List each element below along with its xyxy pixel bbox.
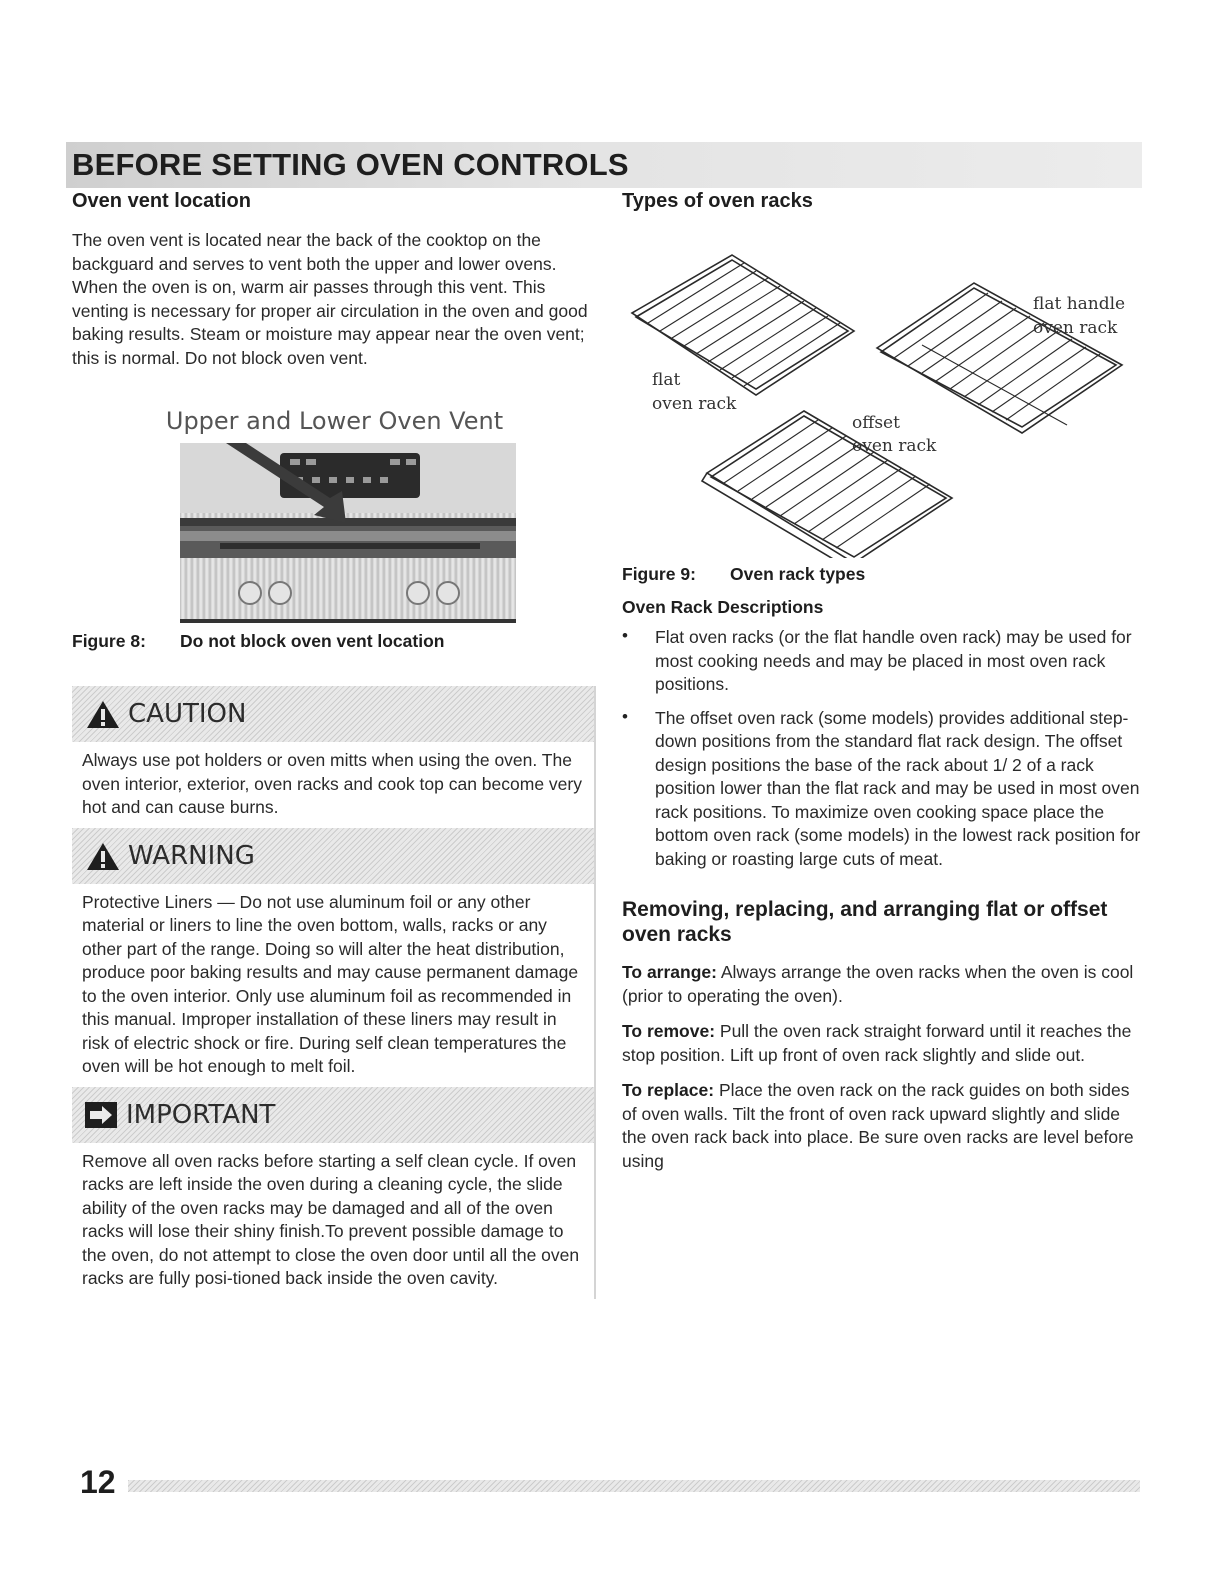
warning-bar [72,828,594,884]
left-column [72,190,597,1299]
arrange-lead: To arrange: [622,962,717,982]
figure-8-title: Upper and Lower Oven Vent [165,407,504,435]
oven-vent-heading: Oven vent location [72,190,251,212]
oven-vent-photo [180,443,516,623]
figure-8-number: Figure 8: [72,631,146,651]
caution-label: CAUTION [128,699,247,729]
arranging-racks-heading: Removing, replacing, and arranging flat or offset oven racks [622,898,1108,946]
warning-triangle-icon [86,699,120,729]
oven-rack-types-figure [622,213,1147,558]
figure-9-caption [622,564,1147,585]
label-offset: offset [852,413,900,433]
arrange-paragraph [622,961,1147,1008]
page-title: BEFORE SETTING OVEN CONTROLS [72,147,629,182]
oven-vent-intro: The oven vent is located near the back of the cooktop on the backguard and serves to vent both the upper and lower ovens. When the oven is on, warm air passes through this vent. This venting is necessary for proper air circulation in the oven and good baking results. Steam or moisture may appear near the oven vent; this is normal. Do not block oven vent. [72,230,588,368]
caution-text: Always use pot holders or oven mitts when using the oven. The oven interior, exterior, oven racks and cook top can become very hot and can cause burns. [82,750,582,817]
remove-paragraph [622,1020,1147,1067]
section-header-bar [66,142,1142,188]
important-box [72,1087,596,1299]
bullet-mark: • [622,626,628,645]
arrow-right-icon [84,1100,118,1130]
label-offset-oven-rack: oven rack [852,436,937,456]
warning-text: Protective Liners — Do not use aluminum foil or any other material or liners to line the oven bottom, walls, racks or any other part of the range. Doing so will alter the heat distribution, produce poor baking results and may cause permanent damage to the oven interior. Only use aluminum foil as recommended in this manual. Improper installation of these liners may result in risk of electric shock or fire. During self clean temperatures the oven will be hot enough to melt foil. [82,891,579,1076]
page-number: 12 [80,1464,116,1500]
bullet-mark: • [622,706,628,726]
important-bar [72,1087,594,1143]
rack-types-heading: Types of oven racks [622,190,813,212]
figure-9-text: Oven rack types [730,564,866,584]
rack-descriptions-heading: Oven Rack Descriptions [622,597,824,617]
remove-lead: To remove: [622,1021,716,1041]
warning-triangle-icon [86,841,120,871]
label-flat-handle-oven-rack: oven rack [1033,318,1118,338]
warning-box [72,828,596,1087]
figure-9-number: Figure 9: [622,564,696,584]
replace-lead: To replace: [622,1080,715,1100]
replace-paragraph [622,1079,1147,1173]
figure-8-caption [72,631,597,652]
remove-text: Pull the oven rack straight forward until it reaches the stop position. Lift up front of oven rack slightly and slide out. [622,1021,1132,1065]
list-item [622,626,1147,697]
important-text: Remove all oven racks before starting a self clean cycle. If oven racks are left inside the oven during a cleaning cycle, the slide ability of the oven racks may be damaged and all of the oven racks will lose their shiny finish.To prevent possible damage to the oven, do not attempt to close the oven door until all the oven racks are fully posi-tioned back inside the oven cavity. [82,1150,580,1288]
warning-label: WARNING [128,840,255,871]
label-flat-oven-rack: oven rack [652,394,737,414]
label-flat-handle: flat handle [1033,294,1126,314]
replace-text: Place the oven rack on the rack guides on both sides of oven walls. Tilt the front of oven rack upward slightly and slide the oven rack back into place. Be sure oven racks are level before using [622,1080,1134,1171]
figure-8-text: Do not block oven vent location [180,631,445,651]
caution-bar [72,686,594,742]
important-label: IMPORTANT [126,1099,276,1130]
arrange-text: Always arrange the oven racks when the oven is cool (prior to operating the oven). [622,962,1134,1006]
right-column [622,190,1147,1173]
caution-box [72,686,596,828]
list-item [622,707,1147,872]
footer-bar [128,1480,1140,1492]
label-flat: flat [652,370,681,390]
bullet-text: The offset oven rack (some models) provides additional step-down positions from the standard flat rack design. The offset design positions the base of the rack about 1/ 2 of a rack position lower than the flat rack and may be used in most oven rack positions. To maximize oven cooking space place the bottom oven rack (some models) in the lowest rack position for baking or roasting large cuts of meat. [655,707,1141,869]
bullet-text: Flat oven racks (or the flat handle oven rack) may be used for most cooking needs and may be placed in most oven rack positions. [655,627,1132,694]
rack-description-list [622,626,1147,871]
